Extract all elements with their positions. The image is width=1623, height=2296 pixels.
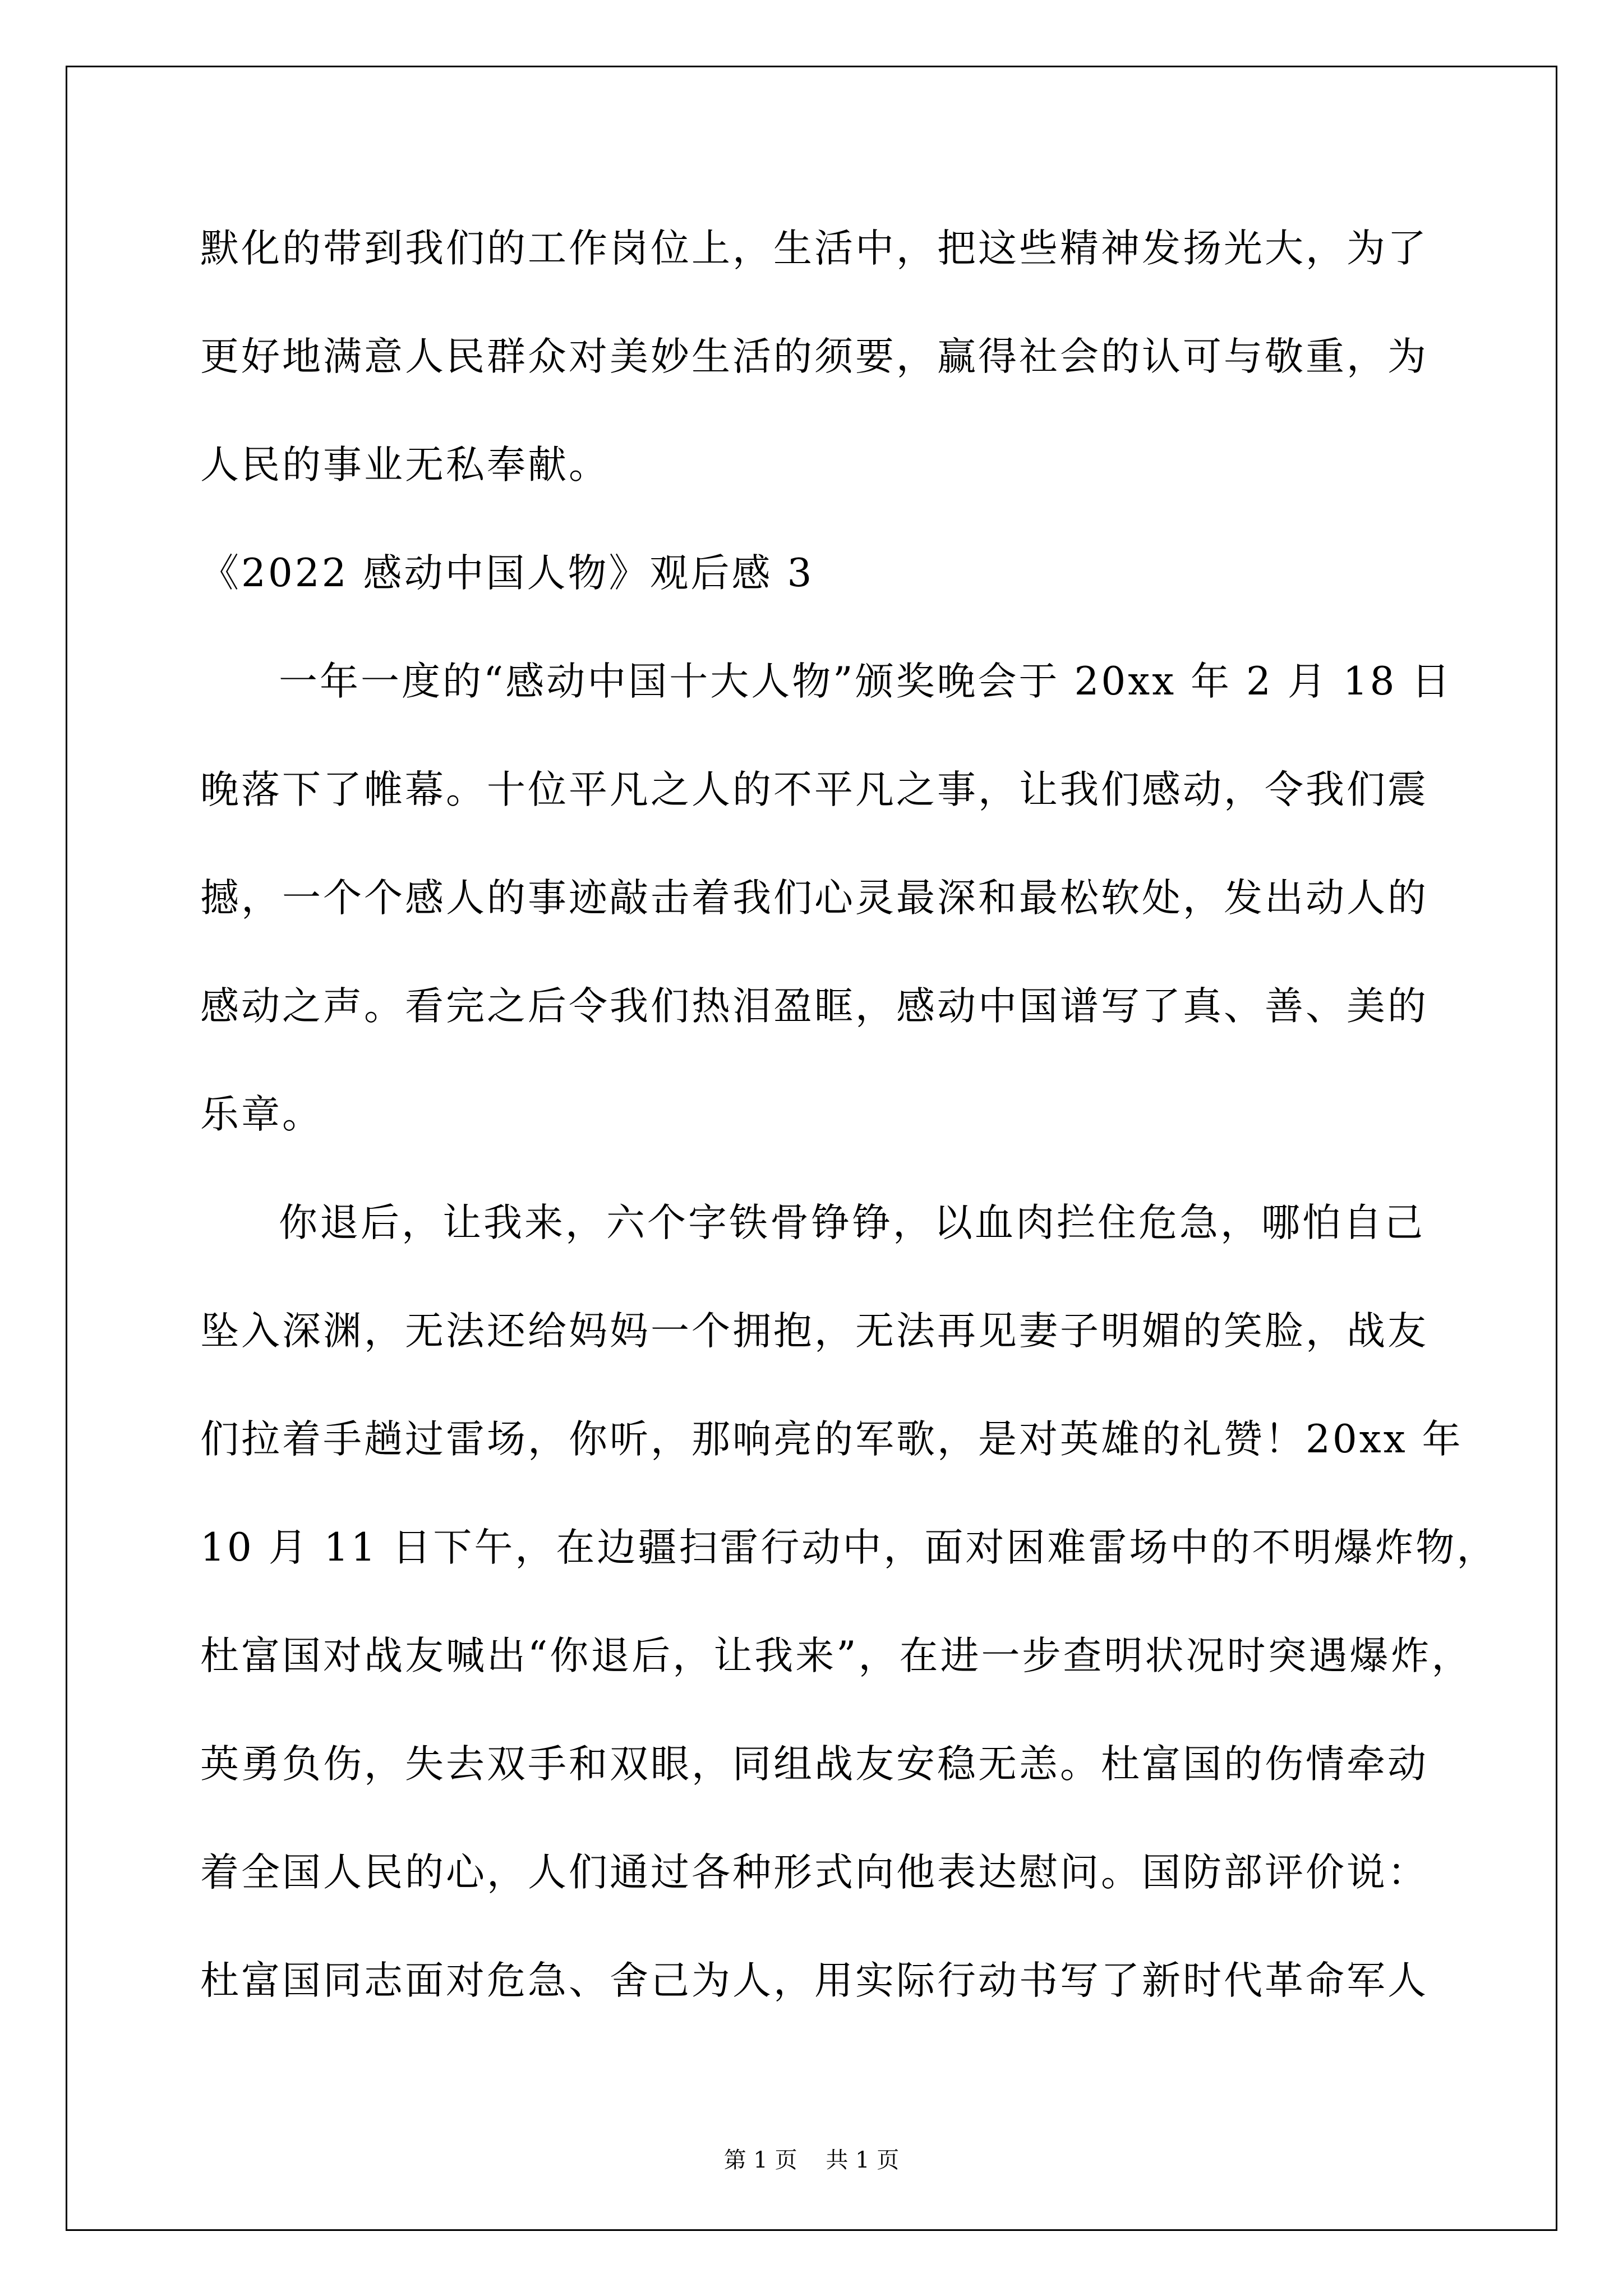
paragraph-line: 更好地满意人民群众对美妙生活的须要，赢得社会的认可与敬重，为 [200, 334, 1428, 379]
paragraph-line: 撼，一个个感人的事迹敲击着我们心灵最深和最松软处，发出动人的 [200, 876, 1428, 921]
paragraph-line: 杜富国对战友喊出“你退后，让我来”，在进一步查明状况时突遇爆炸， [200, 1634, 1473, 1678]
paragraph-line: 一年一度的“感动中国十大人物”颁奖晚会于 20xx 年 2 月 18 日 [279, 659, 1453, 704]
paragraph-line: 们拉着手趟过雷场，你听，那响亮的军歌，是对英雄的礼赞！20xx 年 [200, 1417, 1463, 1462]
page-footer: 第 1 页 共 1 页 [723, 2147, 900, 2173]
paragraph-line: 着全国人民的心，人们通过各种形式向他表达慰问。国防部评价说： [200, 1850, 1428, 1895]
paragraph-line: 默化的带到我们的工作岗位上，生活中，把这些精神发扬光大，为了 [200, 226, 1428, 271]
paragraph-line: 人民的事业无私奉献。 [200, 443, 610, 487]
paragraph-line: 杜富国同志面对危急、舍己为人，用实际行动书写了新时代革命军人 [200, 1958, 1428, 2003]
section-heading: 《2022 感动中国人物》观后感 3 [200, 551, 814, 596]
paragraph-line: 晚落下了帷幕。十位平凡之人的不平凡之事，让我们感动，令我们震 [200, 767, 1428, 812]
paragraph-line: 感动之声。看完之后令我们热泪盈眶，感动中国谱写了真、善、美的 [200, 984, 1428, 1029]
paragraph-line: 英勇负伤，失去双手和双眼，同组战友安稳无恙。杜富国的伤情牵动 [200, 1742, 1428, 1787]
paragraph-line: 坠入深渊，无法还给妈妈一个拥抱，无法再见妻子明媚的笑脸，战友 [200, 1309, 1428, 1354]
page-border [66, 66, 1557, 2231]
paragraph-line: 10 月 11 日下午，在边疆扫雷行动中，面对困难雷场中的不明爆炸物， [200, 1525, 1498, 1570]
paragraph-line: 乐章。 [200, 1092, 323, 1137]
paragraph-line: 你退后，让我来，六个字铁骨铮铮，以血肉拦住危急，哪怕自己 [279, 1200, 1425, 1245]
